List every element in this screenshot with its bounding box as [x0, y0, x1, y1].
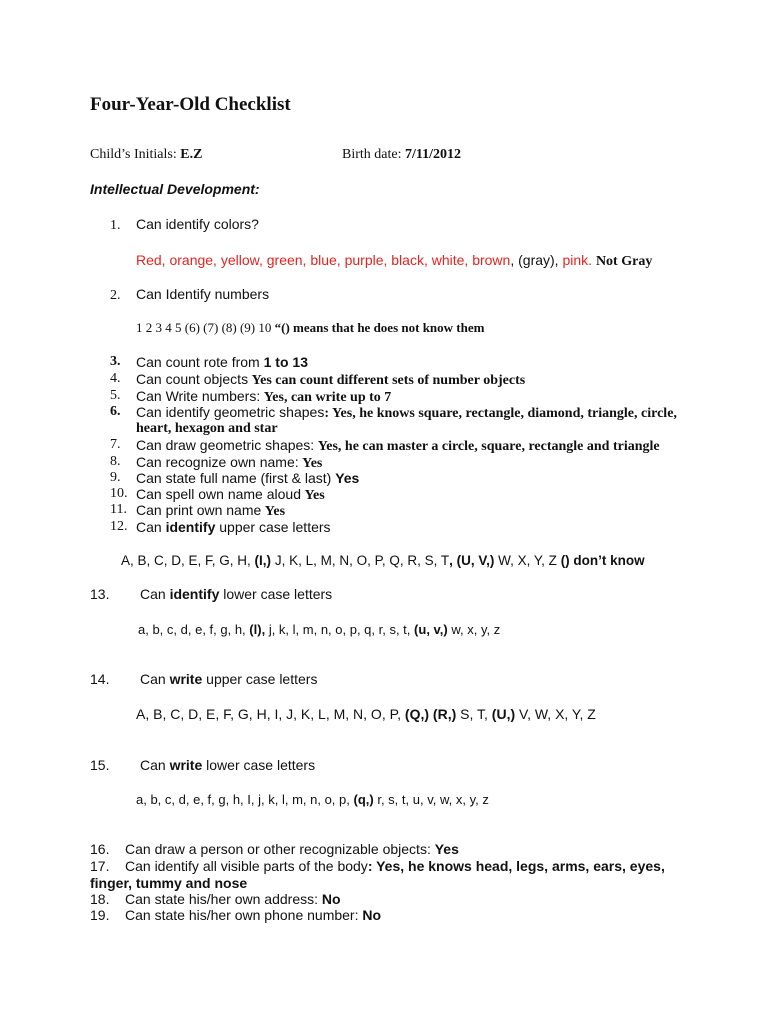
letters-known: S, T, [460, 706, 488, 722]
item-question-emphasis: identify [165, 519, 216, 535]
numbers-answer-line [136, 320, 484, 336]
letters-unknown: (u, v,) [414, 622, 448, 637]
item-answer: Yes [434, 841, 459, 857]
initials-value: E.Z [180, 147, 203, 162]
item-answer: 1 to 13 [263, 354, 308, 370]
checklist-item-3 [136, 354, 308, 370]
item-question: Can identify all visible parts of the body [125, 858, 368, 874]
item-number-12: 12. [110, 519, 128, 534]
checklist-item-6 [136, 404, 677, 422]
item-question: Can recognize own name: [136, 454, 299, 470]
item-number: 19. [90, 907, 110, 923]
item-question-start: Can [140, 586, 166, 602]
item-question-start: Can [136, 519, 162, 535]
letters-unknown: (I,) [254, 553, 272, 568]
item-number-6: 6. [110, 404, 121, 419]
item-answer: Yes [335, 470, 360, 486]
item-number-5: 5. [110, 388, 121, 403]
item-number-11: 11. [110, 502, 127, 517]
item-6-answer-continued: heart, hexagon and star [136, 421, 278, 436]
item-question: Can state full name (first & last) [136, 470, 332, 486]
item-number-3: 3. [110, 354, 121, 369]
item-question: Can identify colors? [136, 216, 259, 232]
letters-known: a, b, c, d, e, f, g, h, [138, 622, 246, 637]
letters-known: j, k, l, m, n, o, p, q, r, s, t, [268, 622, 411, 637]
item-number: 15. [90, 757, 110, 773]
item-number: 17. [90, 858, 110, 874]
checklist-item-15 [90, 757, 315, 773]
letters-known: a, b, c, d, e, f, g, h, I, j, k, l, m, n, o, p, [136, 792, 350, 807]
checklist-item-19 [90, 907, 381, 923]
item-question-start: Can [140, 671, 166, 687]
letters-unknown: (U,) [491, 706, 516, 722]
item-question-end: lower case letters [223, 586, 333, 602]
item-17-answer-continued: finger, tummy and nose [90, 875, 248, 891]
comma: , [510, 252, 515, 268]
item-number: 14. [90, 671, 110, 687]
item-question-emphasis: write [169, 757, 203, 773]
item-answer: Yes can count different sets of number objects [251, 373, 526, 388]
checklist-item-17 [90, 858, 665, 874]
colors-answer-line [136, 252, 652, 270]
checklist-item-16 [90, 841, 459, 857]
letters-known: A, B, C, D, E, F, G, H, I, J, K, L, M, N, O, P, [136, 706, 402, 722]
known-colors: Red, orange, yellow, green, blue, purple, black, white, brown [136, 252, 511, 268]
item-number: 18. [90, 891, 110, 907]
lower-identify-letters [138, 622, 500, 637]
item-question: Can identify geometric shapes [136, 404, 325, 420]
numbers-note: “() means that he does not know them [274, 320, 485, 335]
item-question: Can print own name [136, 502, 262, 518]
item-question: Can state his/her own phone number: [125, 907, 359, 923]
birth-date-label: Birth date: [342, 147, 402, 162]
item-answer: Yes [302, 456, 323, 471]
lower-write-letters [136, 792, 489, 807]
checklist-item-12 [136, 519, 331, 535]
item-answer: No [362, 907, 382, 923]
letters-unknown: (l), [249, 622, 266, 637]
item-number-7: 7. [110, 437, 121, 452]
upper-write-letters [136, 706, 596, 722]
numbers-list: 1 2 3 4 5 (6) (7) (8) (9) 10 [136, 320, 272, 335]
checklist-item-13 [90, 586, 332, 602]
checklist-item-4 [136, 371, 525, 389]
item-number: 13. [90, 586, 110, 602]
initials-label: Child’s Initials: [90, 147, 177, 162]
page-title: Four-Year-Old Checklist [90, 94, 291, 115]
item-answer: Yes, can write up to 7 [263, 390, 392, 405]
letters-known: w, x, y, z [451, 622, 501, 637]
unknown-color: (gray), [518, 252, 559, 268]
item-question: Can Write numbers: [136, 388, 261, 404]
item-question: Can draw a person or other recognizable objects: [125, 841, 431, 857]
checklist-item-18 [90, 891, 341, 907]
birth-date-value: 7/11/2012 [405, 147, 462, 162]
item-question-emphasis: identify [169, 586, 220, 602]
item-question-end: upper case letters [219, 519, 331, 535]
item-question: Can count rote from [136, 354, 260, 370]
item-question: Can count objects [136, 371, 249, 387]
letters-known: W, X, Y, Z [498, 553, 557, 568]
item-question-end: upper case letters [206, 671, 318, 687]
section-heading: Intellectual Development: [90, 181, 260, 197]
letters-unknown: (Q,) (R,) [404, 706, 457, 722]
item-answer: Yes, he can master a circle, square, rectangle and triangle [317, 439, 660, 454]
letters-known: V, W, X, Y, Z [519, 706, 596, 722]
item-question-end: lower case letters [206, 757, 316, 773]
item-answer: : Yes, he knows square, rectangle, diamond, triangle, circle, [324, 406, 677, 421]
colors-note: Not Gray [595, 254, 653, 269]
known-color-pink: pink. [562, 252, 593, 268]
item-number: 1. [110, 218, 121, 233]
letters-known: A, B, C, D, E, F, G, H, [121, 553, 251, 568]
item-question: Can Identify numbers [136, 286, 270, 302]
checklist-item-2 [110, 286, 269, 304]
item-question: Can state his/her own address: [125, 891, 318, 907]
letters-unknown: , (U, V,) [449, 553, 495, 568]
item-number-10: 10. [110, 486, 128, 501]
letters-unknown: (q,) [353, 792, 374, 807]
checklist-item-14 [90, 671, 317, 687]
upper-identify-letters [121, 553, 645, 568]
child-initials-row [90, 147, 202, 163]
birth-date-row [342, 147, 461, 163]
item-answer: Yes [304, 488, 325, 503]
checklist-item-1 [110, 216, 259, 234]
checklist-item-7 [136, 437, 660, 455]
item-answer: : Yes, he knows head, legs, arms, ears, eyes, [367, 858, 665, 874]
item-answer: No [321, 891, 341, 907]
letters-known: r, s, t, u, v, w, x, y, z [377, 792, 489, 807]
item-number-4: 4. [110, 371, 121, 386]
item-question: Can draw geometric shapes: [136, 437, 315, 453]
item-answer: Yes [264, 504, 286, 519]
letters-legend: () don’t know [560, 553, 645, 568]
item-number: 2. [110, 288, 121, 303]
item-number-9: 9. [110, 470, 121, 485]
letters-known: J, K, L, M, N, O, P, Q, R, S, T [274, 553, 450, 568]
item-number-8: 8. [110, 454, 121, 469]
checklist-item-9 [136, 470, 359, 486]
item-question-start: Can [140, 757, 166, 773]
item-question: Can spell own name aloud [136, 486, 301, 502]
item-number: 16. [90, 841, 110, 857]
checklist-item-11 [136, 502, 285, 520]
item-question-emphasis: write [169, 671, 203, 687]
